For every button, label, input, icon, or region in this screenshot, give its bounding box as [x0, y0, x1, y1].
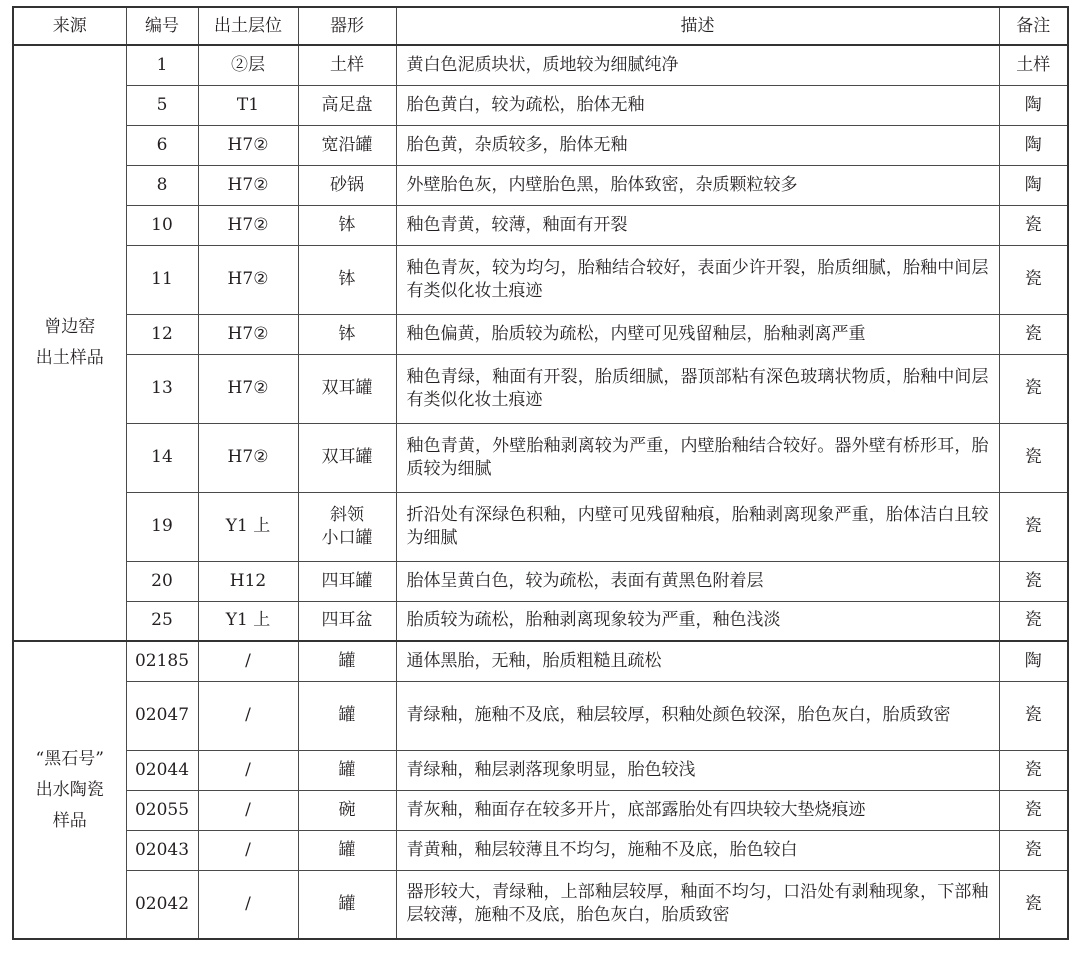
note-cell: 陶 — [999, 125, 1068, 165]
id-cell: 8 — [126, 165, 198, 205]
layer-cell: / — [198, 790, 298, 830]
description-cell: 折沿处有深绿色积釉，内壁可见残留釉痕，胎釉剥离现象严重，胎体洁白且较为细腻 — [396, 492, 999, 561]
note-cell: 瓷 — [999, 870, 1068, 939]
layer-cell: T1 — [198, 85, 298, 125]
description-cell: 青灰釉，釉面存在较多开片，底部露胎处有四块较大垫烧痕迹 — [396, 790, 999, 830]
layer-cell: H7② — [198, 125, 298, 165]
header-id: 编号 — [126, 7, 198, 45]
note-cell: 瓷 — [999, 681, 1068, 750]
shape-cell: 宽沿罐 — [298, 125, 396, 165]
note-cell: 瓷 — [999, 245, 1068, 314]
table-row — [13, 601, 1068, 641]
shape-cell: 四耳罐 — [298, 561, 396, 601]
table-row — [13, 790, 1068, 830]
description-cell: 青绿釉，施釉不及底，釉层较厚，积釉处颜色较深，胎色灰白，胎质致密 — [396, 681, 999, 750]
description-cell: 胎体呈黄白色，较为疏松，表面有黄黑色附着层 — [396, 561, 999, 601]
description-cell: 通体黑胎，无釉，胎质粗糙且疏松 — [396, 641, 999, 681]
description-cell: 釉色青黄，外壁胎釉剥离较为严重，内壁胎釉结合较好。器外壁有桥形耳，胎质较为细腻 — [396, 423, 999, 492]
header-layer: 出土层位 — [198, 7, 298, 45]
shape-line: 小口罐 — [321, 527, 373, 548]
id-cell: 25 — [126, 601, 198, 641]
shape-cell: 双耳罐 — [298, 354, 396, 423]
note-cell: 瓷 — [999, 601, 1068, 641]
id-cell: 6 — [126, 125, 198, 165]
source-line: 出土样品 — [35, 348, 104, 368]
header-note: 备注 — [999, 7, 1068, 45]
description-cell: 青黄釉，釉层较薄且不均匀，施釉不及底，胎色较白 — [396, 830, 999, 870]
table-row — [13, 870, 1068, 939]
source-line: 样品 — [52, 810, 87, 831]
header-row — [13, 7, 1068, 45]
table-row — [13, 125, 1068, 165]
layer-cell: / — [198, 641, 298, 681]
table-row — [13, 492, 1068, 561]
shape-cell: 罐 — [298, 830, 396, 870]
id-cell: 1 — [126, 45, 198, 85]
layer-cell: H7② — [198, 354, 298, 423]
table-row — [13, 681, 1068, 750]
description-cell: 釉色青黄，较薄，釉面有开裂 — [396, 205, 999, 245]
id-cell: 02044 — [126, 750, 198, 790]
table-row — [13, 423, 1068, 492]
description-cell: 胎色黄，杂质较多，胎体无釉 — [396, 125, 999, 165]
layer-cell: / — [198, 750, 298, 790]
shape-cell: 双耳罐 — [298, 423, 396, 492]
note-cell: 瓷 — [999, 830, 1068, 870]
shape-cell: 罐 — [298, 641, 396, 681]
shape-cell: 高足盘 — [298, 85, 396, 125]
source-cell — [13, 641, 126, 939]
note-cell: 陶 — [999, 641, 1068, 681]
description-cell: 胎质较为疏松，胎釉剥离现象较为严重，釉色浅淡 — [396, 601, 999, 641]
id-cell: 19 — [126, 492, 198, 561]
id-cell: 5 — [126, 85, 198, 125]
table-row — [13, 830, 1068, 870]
table-row — [13, 561, 1068, 601]
id-cell: 10 — [126, 205, 198, 245]
description-cell: 外壁胎色灰，内壁胎色黑，胎体致密，杂质颗粒较多 — [396, 165, 999, 205]
id-cell: 02047 — [126, 681, 198, 750]
shape-cell: 四耳盆 — [298, 601, 396, 641]
shape-cell: 罐 — [298, 870, 396, 939]
id-cell: 02042 — [126, 870, 198, 939]
description-cell: 黄白色泥质块状，质地较为细腻纯净 — [396, 45, 999, 85]
layer-cell: / — [198, 681, 298, 750]
source-line: “黑石号” — [35, 748, 104, 769]
layer-cell: Y1 上 — [198, 492, 298, 561]
shape-cell: 钵 — [298, 205, 396, 245]
layer-cell: H12 — [198, 561, 298, 601]
layer-cell: / — [198, 830, 298, 870]
table-row — [13, 205, 1068, 245]
layer-cell: H7② — [198, 423, 298, 492]
shape-cell — [298, 492, 396, 561]
shape-line: 斜领 — [330, 504, 364, 525]
layer-cell: H7② — [198, 314, 298, 354]
source-line: 出水陶瓷 — [35, 779, 104, 800]
shape-cell: 钵 — [298, 314, 396, 354]
samples-table — [12, 6, 1069, 940]
shape-cell: 砂锅 — [298, 165, 396, 205]
note-cell: 瓷 — [999, 561, 1068, 601]
description-cell: 器形较大，青绿釉，上部釉层较厚，釉面不均匀，口沿处有剥釉现象，下部釉层较薄，施釉不及底，胎色灰白，胎质致密 — [396, 870, 999, 939]
table-row — [13, 750, 1068, 790]
id-cell: 02185 — [126, 641, 198, 681]
header-source: 来源 — [13, 7, 126, 45]
id-cell: 02055 — [126, 790, 198, 830]
id-cell: 20 — [126, 561, 198, 601]
note-cell: 瓷 — [999, 314, 1068, 354]
note-cell: 瓷 — [999, 790, 1068, 830]
id-cell: 02043 — [126, 830, 198, 870]
layer-cell: Y1 上 — [198, 601, 298, 641]
layer-cell: H7② — [198, 205, 298, 245]
layer-cell: / — [198, 870, 298, 939]
description-cell: 青绿釉，釉层剥落现象明显，胎色较浅 — [396, 750, 999, 790]
source-cell — [13, 45, 126, 641]
table-row — [13, 245, 1068, 314]
table-row — [13, 314, 1068, 354]
layer-cell: ②层 — [198, 45, 298, 85]
note-cell: 陶 — [999, 85, 1068, 125]
table-row — [13, 45, 1068, 85]
note-cell: 土样 — [999, 45, 1068, 85]
header-shape: 器形 — [298, 7, 396, 45]
shape-cell: 碗 — [298, 790, 396, 830]
description-cell: 釉色青灰，较为均匀，胎釉结合较好，表面少许开裂，胎质细腻，胎釉中间层有类似化妆土痕迹 — [396, 245, 999, 314]
shape-cell: 罐 — [298, 681, 396, 750]
layer-cell: H7② — [198, 165, 298, 205]
source-line: 曾边窑 — [44, 317, 96, 337]
table-row — [13, 641, 1068, 681]
note-cell: 陶 — [999, 165, 1068, 205]
id-cell: 12 — [126, 314, 198, 354]
id-cell: 11 — [126, 245, 198, 314]
id-cell: 14 — [126, 423, 198, 492]
description-cell: 釉色青绿，釉面有开裂，胎质细腻，器顶部粘有深色玻璃状物质，胎釉中间层有类似化妆土痕迹 — [396, 354, 999, 423]
id-cell: 13 — [126, 354, 198, 423]
shape-cell: 罐 — [298, 750, 396, 790]
table-row — [13, 165, 1068, 205]
note-cell: 瓷 — [999, 750, 1068, 790]
note-cell: 瓷 — [999, 354, 1068, 423]
table-row — [13, 354, 1068, 423]
header-description: 描述 — [396, 7, 999, 45]
note-cell: 瓷 — [999, 423, 1068, 492]
layer-cell: H7② — [198, 245, 298, 314]
table-row — [13, 85, 1068, 125]
shape-cell: 土样 — [298, 45, 396, 85]
description-cell: 釉色偏黄，胎质较为疏松，内壁可见残留釉层，胎釉剥离严重 — [396, 314, 999, 354]
description-cell: 胎色黄白，较为疏松，胎体无釉 — [396, 85, 999, 125]
note-cell: 瓷 — [999, 205, 1068, 245]
shape-cell: 钵 — [298, 245, 396, 314]
note-cell: 瓷 — [999, 492, 1068, 561]
